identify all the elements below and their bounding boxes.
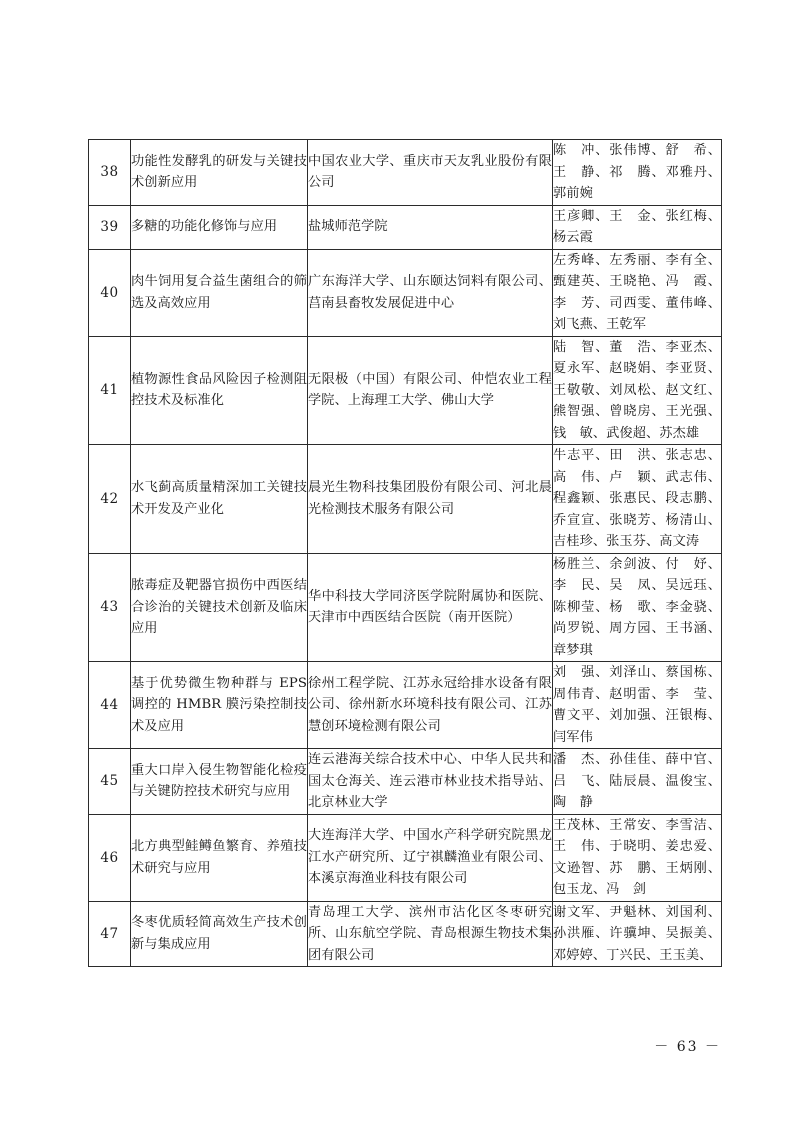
table-row: [89, 249, 722, 336]
people-cell: 牛志平、田 洪、张志忠、高 伟、卢 颖、武志伟、程鑫颖、张惠民、段志鹏、乔宣宣、张晓芳、杨清山、吉桂珍、张玉芬、高文涛: [553, 445, 722, 554]
organizations-cell: 连云港海关综合技术中心、中华人民共和国太仓海关、连云港市林业技术指导站、北京林业大学: [308, 749, 553, 815]
table-row: [89, 814, 722, 901]
page-number: － 63 －: [654, 1039, 721, 1055]
table-row: [89, 205, 722, 249]
row-number-cell: 38: [89, 140, 131, 206]
row-number-cell: 45: [89, 749, 131, 815]
project-title-cell: 植物源性食品风险因子检测阻控技术及标准化: [131, 336, 308, 445]
row-number-cell: 40: [89, 249, 131, 336]
organizations-cell: 中国农业大学、重庆市天友乳业股份有限公司: [308, 140, 553, 206]
people-cell: 刘 强、刘泽山、蔡国栋、周伟青、赵明雷、李 莹、曹文平、刘加强、汪银梅、闫军伟: [553, 662, 722, 749]
table-body: [89, 140, 722, 967]
organizations-cell: 盐城师范学院: [308, 205, 553, 249]
award-projects-table: [88, 139, 722, 967]
people-cell: 王茂林、王常安、李雪洁、王 伟、于晓明、姜忠爱、文逊智、苏 鹏、王炳刚、包玉龙、冯 剑: [553, 814, 722, 901]
people-cell: 谢文军、尹魁林、刘国利、孙洪雁、许骥坤、吴振美、邓婷婷、丁兴民、王玉美、: [553, 901, 722, 967]
people-cell: 左秀峰、左秀丽、李有全、甄建英、王晓艳、冯 霞、李 芳、司西雯、董伟峰、刘飞燕、王乾军: [553, 249, 722, 336]
table-row: [89, 445, 722, 554]
people-cell: 陈 冲、张伟博、舒 希、王 静、祁 腾、邓雅丹、郭前婉: [553, 140, 722, 206]
project-title-cell: 功能性发酵乳的研发与关键技术创新应用: [131, 140, 308, 206]
row-number-cell: 44: [89, 662, 131, 749]
organizations-cell: 晨光生物科技集团股份有限公司、河北晨光检测技术服务有限公司: [308, 445, 553, 554]
organizations-cell: 青岛理工大学、滨州市沾化区冬枣研究所、山东航空学院、青岛根源生物技术集团有限公司: [308, 901, 553, 967]
organizations-cell: 大连海洋大学、中国水产科学研究院黑龙江水产研究所、辽宁祺麟渔业有限公司、本溪京海渔业科技有限公司: [308, 814, 553, 901]
table-row: [89, 336, 722, 445]
people-cell: 王彦卿、王 金、张红梅、杨云霞: [553, 205, 722, 249]
project-title-cell: 北方典型鲑鳟鱼繁育、养殖技术研究与应用: [131, 814, 308, 901]
table-row: [89, 901, 722, 967]
row-number-cell: 39: [89, 205, 131, 249]
people-cell: 陆 智、董 浩、李亚杰、夏永军、赵晓娟、李亚贤、王敬敬、刘凤松、赵文红、熊智强、曾晓房、王光强、钱 敏、武俊超、苏杰雄: [553, 336, 722, 445]
project-title-cell: 水飞蓟高质量精深加工关键技术开发及产业化: [131, 445, 308, 554]
organizations-cell: 徐州工程学院、江苏永冠给排水设备有限公司、徐州新水环境科技有限公司、江苏慧创环境检测有限公司: [308, 662, 553, 749]
row-number-cell: 43: [89, 553, 131, 662]
project-title-cell: 脓毒症及靶器官损伤中西医结合诊治的关键技术创新及临床应用: [131, 553, 308, 662]
organizations-cell: 华中科技大学同济医学院附属协和医院、天津市中西医结合医院（南开医院）: [308, 553, 553, 662]
people-cell: 杨胜兰、余剑波、付 妤、李 民、吴 凤、吴远珏、陈柳莹、杨 歌、李金骁、尚罗锐、周方园、王书涵、章梦琪: [553, 553, 722, 662]
row-number-cell: 42: [89, 445, 131, 554]
project-title-cell: 基于优势微生物种群与 EPS 调控的 HMBR 膜污染控制技术及应用: [131, 662, 308, 749]
people-cell: 潘 杰、孙佳佳、薛中官、吕 飞、陆辰晨、温俊宝、陶 静: [553, 749, 722, 815]
row-number-cell: 46: [89, 814, 131, 901]
project-title-cell: 多糖的功能化修饰与应用: [131, 205, 308, 249]
organizations-cell: 广东海洋大学、山东颐达饲料有限公司、莒南县畜牧发展促进中心: [308, 249, 553, 336]
table-row: [89, 553, 722, 662]
table-row: [89, 749, 722, 815]
row-number-cell: 47: [89, 901, 131, 967]
project-title-cell: 冬枣优质轻简高效生产技术创新与集成应用: [131, 901, 308, 967]
table-row: [89, 662, 722, 749]
table-row: [89, 140, 722, 206]
organizations-cell: 无限极（中国）有限公司、仲恺农业工程学院、上海理工大学、佛山大学: [308, 336, 553, 445]
row-number-cell: 41: [89, 336, 131, 445]
project-title-cell: 肉牛饲用复合益生菌组合的筛选及高效应用: [131, 249, 308, 336]
project-title-cell: 重大口岸入侵生物智能化检疫与关键防控技术研究与应用: [131, 749, 308, 815]
